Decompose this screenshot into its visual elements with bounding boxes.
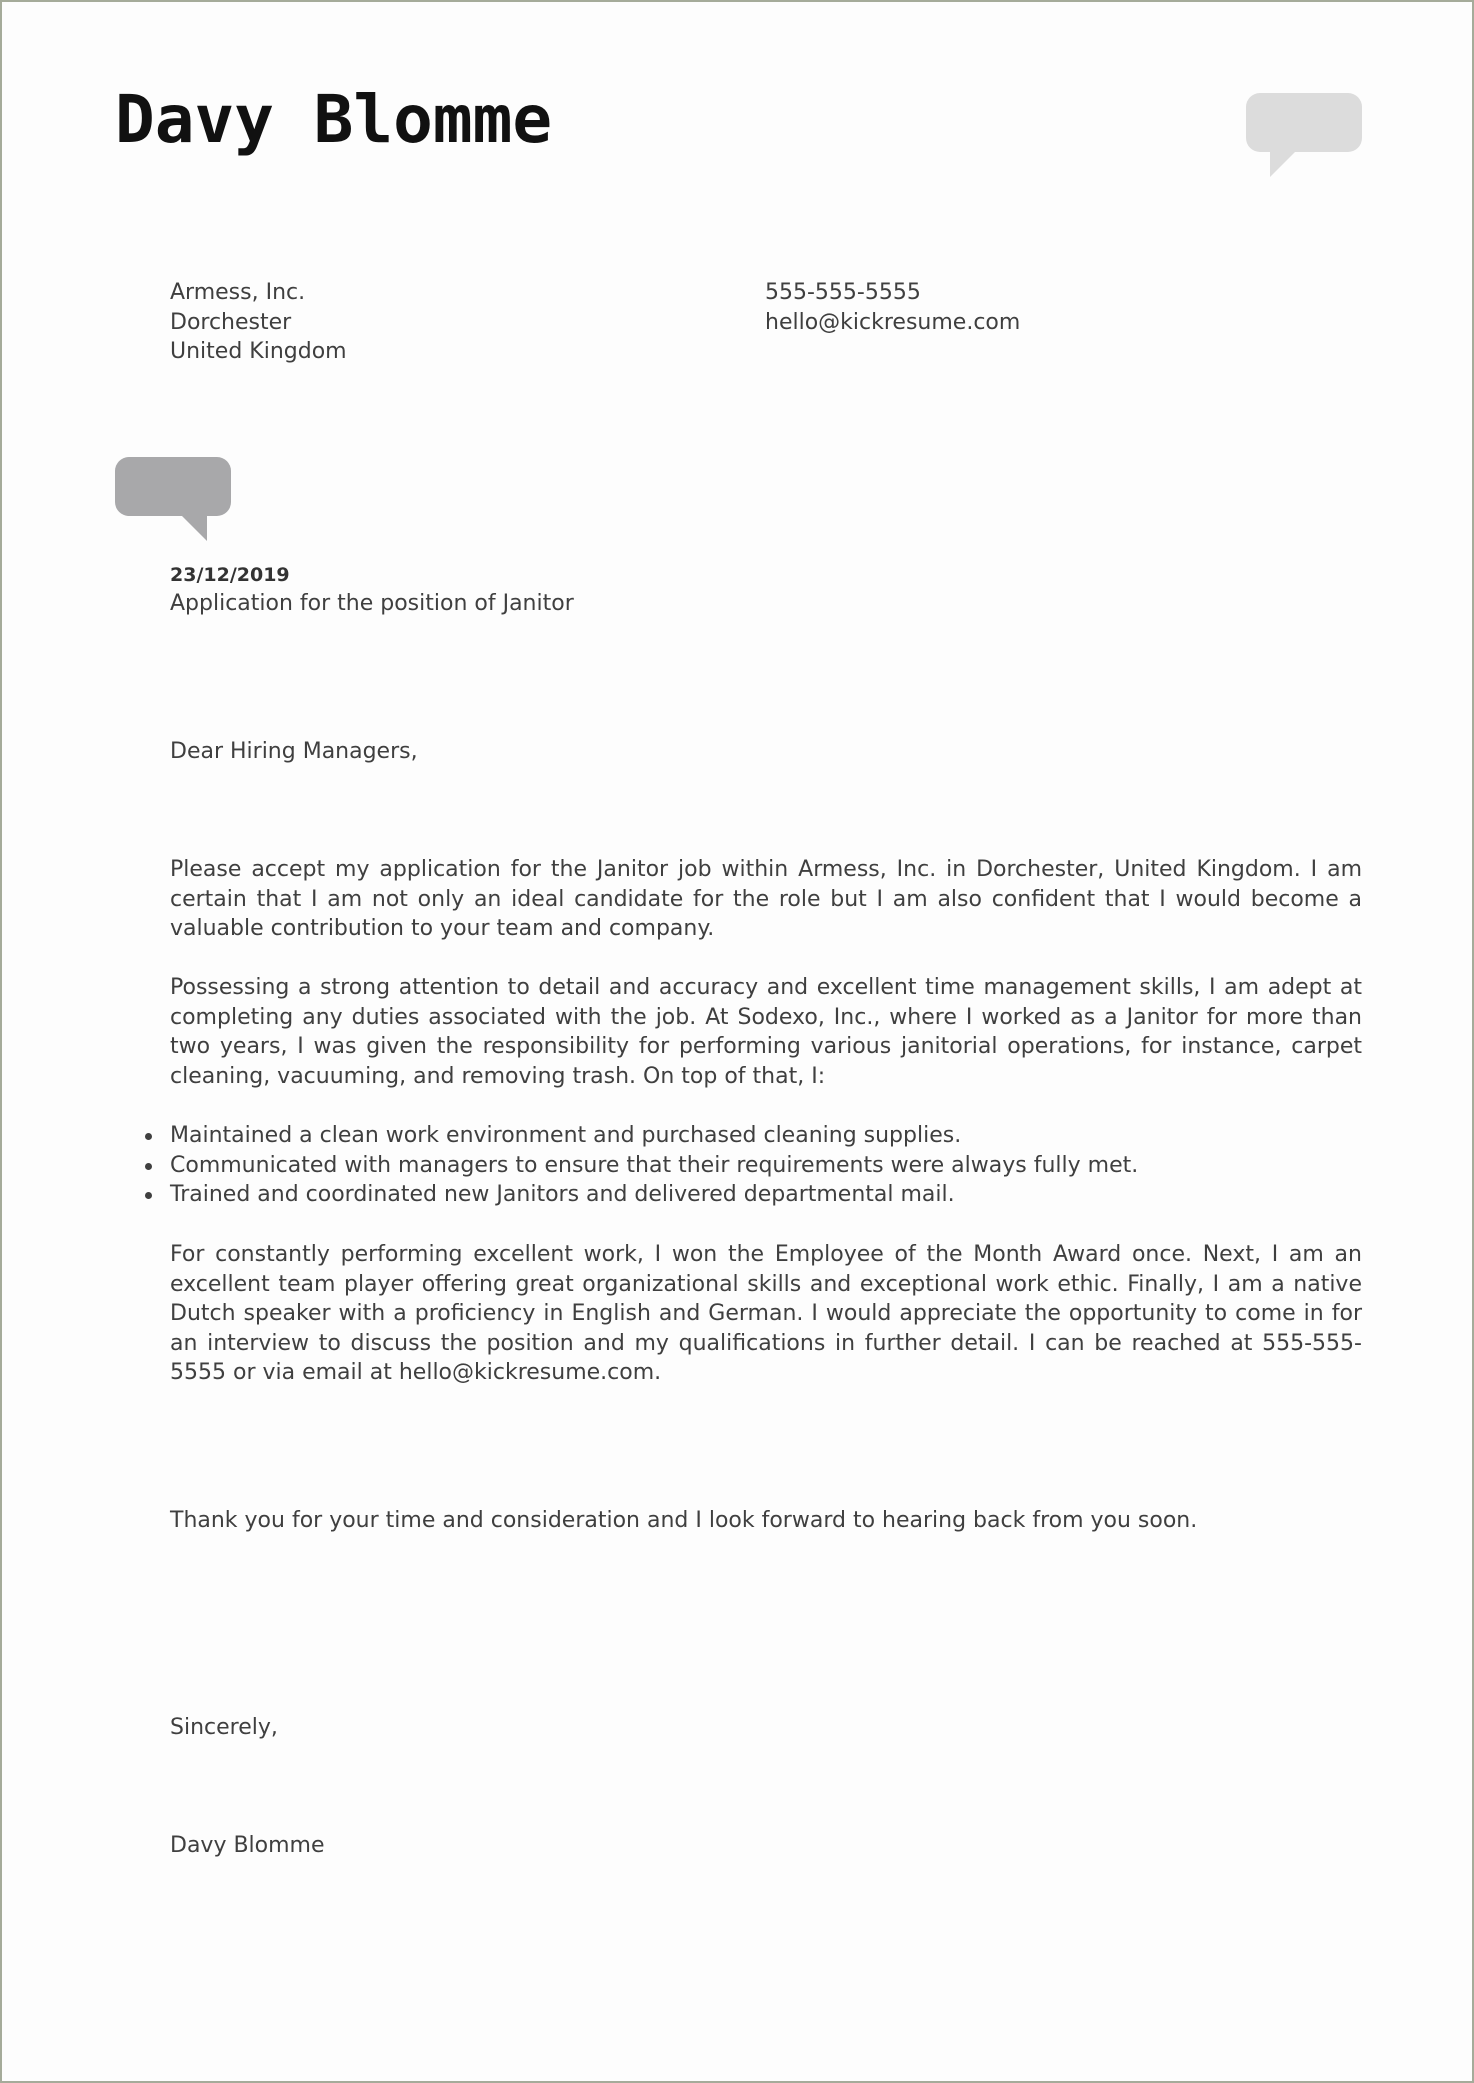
contact-email: hello@kickresume.com (765, 309, 1021, 335)
body-paragraph-1: Please accept my application for the Janitor job within Armess, Inc. in Dorchester, United Kingdom. I am certain that I am not only an ideal candidate for the role but I am also confident that I would become a valuable contribution to your team and company. (170, 857, 1362, 942)
speech-bubble-icon (1246, 93, 1362, 152)
recipient-city: Dorchester (170, 309, 292, 335)
body-paragraph-2: Possessing a strong attention to detail and accuracy and excellent time management skills, I am adept at completing any duties associated with the job. At Sodexo, Inc., where I worked as a Janitor for more than two years, I was given the responsibility for performing various janitorial operations, for instance, carpet cleaning, vacuuming, and removing trash. On top of that, I: (170, 975, 1362, 1089)
body-paragraph-3: For constantly performing excellent work, I won the Employee of the Month Award once. Next, I am an excellent team player offering great organizational skills and exceptional work ethic. Finally, I am a native Dutch speaker with a proficiency in English and German. I would appreciate the opportunity to come in for an interview to discuss the position and my qualifications in further detail. I can be reached at 555-555-5555 or via email at hello@kickresume.com. (170, 1242, 1362, 1386)
signoff: Sincerely, (170, 1715, 278, 1740)
recipient-country: United Kingdom (170, 339, 347, 365)
letter-date: 23/12/2019 (170, 564, 290, 586)
signature-name: Davy Blomme (170, 1833, 325, 1858)
speech-bubble-icon (115, 457, 231, 516)
achievement-list (170, 1121, 1138, 1210)
applicant-name: Davy Blomme (115, 81, 553, 158)
recipient-address (170, 278, 347, 367)
contact-phone: 555-555-5555 (765, 280, 921, 305)
contact-info (765, 278, 1020, 337)
salutation: Dear Hiring Managers, (170, 739, 418, 764)
list-item: Communicated with managers to ensure that their requirements were always fully met. (170, 1151, 1138, 1181)
recipient-company: Armess, Inc. (170, 280, 306, 305)
closing-line: Thank you for your time and consideration and I look forward to hearing back from you soon. (170, 1508, 1198, 1533)
list-item: Maintained a clean work environment and purchased cleaning supplies. (170, 1121, 1138, 1151)
letter-subject: Application for the position of Janitor (170, 591, 574, 616)
list-item: Trained and coordinated new Janitors and delivered departmental mail. (170, 1180, 1138, 1210)
